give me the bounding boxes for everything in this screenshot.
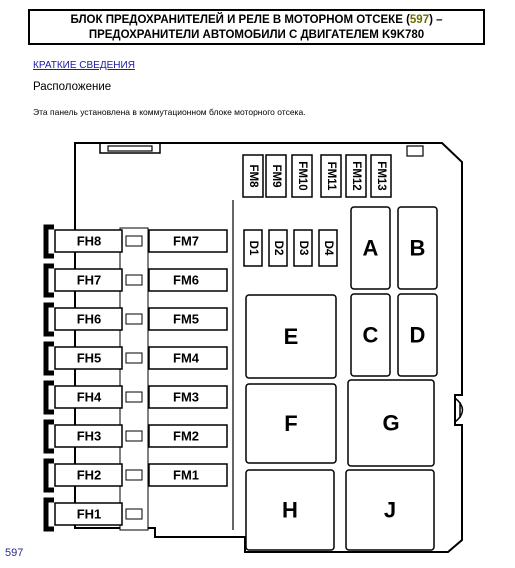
fuse-label: FM6 (173, 272, 199, 288)
housing-right-clip (455, 398, 463, 422)
diode-d3 (294, 230, 312, 266)
strip-tick (126, 236, 142, 246)
fuse-label: FM2 (173, 428, 199, 444)
strip-tick (126, 509, 142, 519)
diode-d1 (244, 230, 262, 266)
strip-tick (126, 431, 142, 441)
fuse-label: FM8 (247, 164, 259, 188)
strip-tick (126, 470, 142, 480)
fuse-fm6 (149, 269, 227, 291)
fuse-bracket (46, 227, 54, 256)
fuse-label: FM11 (325, 161, 337, 191)
left-fuse-column (46, 227, 122, 529)
strip-tick (126, 392, 142, 402)
fuse-label: FM9 (270, 164, 282, 188)
fuse-label: FH8 (76, 233, 102, 249)
housing-clip-top (407, 146, 423, 156)
middle-fuse-column (149, 230, 227, 486)
fuse-label: FH4 (76, 389, 102, 405)
fuse-label: FM5 (173, 311, 199, 327)
relay-h (246, 470, 334, 550)
fuse-label: FM10 (296, 161, 308, 191)
fuse-bracket (46, 305, 54, 334)
relay-label: F (284, 411, 298, 436)
fuse-label: FM3 (173, 389, 199, 405)
relay-a (351, 207, 390, 289)
relay-label: G (382, 410, 400, 436)
fuse-bracket (46, 383, 54, 412)
fuse-fm11 (321, 155, 341, 197)
fuse-bracket (46, 422, 54, 451)
fuse-fm4 (149, 347, 227, 369)
fuse-label: FH5 (76, 350, 102, 366)
diode-d2 (269, 230, 287, 266)
section-heading: Расположение (33, 81, 112, 93)
fuse-label: FM1 (173, 467, 199, 483)
fuse-fh3 (46, 422, 122, 451)
summary-link[interactable]: КРАТКИЕ СВЕДЕНИЯ (33, 60, 135, 71)
relay-label: B (409, 235, 426, 261)
relay-c (351, 294, 390, 376)
fuse-fh7 (46, 266, 122, 295)
fuse-fh4 (46, 383, 122, 412)
fuse-fm2 (149, 425, 227, 447)
fuse-label: FH2 (76, 467, 102, 483)
fuse-fh5 (46, 344, 122, 373)
fuse-label: FM7 (173, 233, 199, 249)
relay-e (246, 295, 336, 378)
strip-tick (126, 353, 142, 363)
title-number: 597 (409, 14, 430, 26)
fuse-fh8 (46, 227, 122, 256)
fuse-fm10 (292, 155, 312, 197)
diode-label: D4 (322, 240, 334, 256)
fuse-fm7 (149, 230, 227, 252)
strip-tick (126, 275, 142, 285)
fuse-bracket (46, 461, 54, 490)
relay-label: J (383, 497, 397, 523)
relay-g (348, 380, 434, 466)
fuse-fm3 (149, 386, 227, 408)
fuse-fm12 (346, 155, 366, 197)
relay-j (346, 470, 434, 550)
relay-label: C (362, 322, 379, 348)
diode-label: D3 (297, 240, 309, 256)
relay-label: D (409, 322, 426, 348)
fuse-fm13 (371, 155, 391, 197)
fuse-label: FH7 (76, 272, 102, 288)
fuse-bracket (46, 266, 54, 295)
title-line-1: БЛОК ПРЕДОХРАНИТЕЛЕЙ И РЕЛЕ В МОТОРНОМ ОТСЕКЕ (597) – (70, 14, 443, 26)
fuse-bracket (46, 500, 54, 529)
fuse-label: FM4 (173, 350, 199, 366)
diode-label: D1 (247, 240, 259, 256)
fuse-fm9 (266, 155, 286, 197)
fuse-fh2 (46, 461, 122, 490)
title-line-2: ПРЕДОХРАНИТЕЛИ АВТОМОБИЛИ С ДВИГАТЕЛЕМ K9K780 (88, 29, 425, 41)
fuse-fh1 (46, 500, 122, 529)
relay-label: E (283, 324, 299, 349)
relay-b (398, 207, 437, 289)
fuse-label: FM13 (375, 161, 387, 191)
fuse-label: FH1 (76, 506, 102, 522)
diode-d4 (319, 230, 337, 266)
relay-label: A (362, 235, 379, 261)
strip-tick (126, 314, 142, 324)
relay-f (246, 384, 336, 463)
diode-row (244, 230, 337, 266)
top-fuse-row (243, 155, 391, 197)
fuse-fm1 (149, 464, 227, 486)
fuse-label: FH3 (76, 428, 102, 444)
relay-label: H (282, 497, 298, 523)
fuse-fm5 (149, 308, 227, 330)
relay-d (398, 294, 437, 376)
fuse-label: FM12 (350, 161, 362, 191)
fuse-fm8 (243, 155, 263, 197)
diode-label: D2 (272, 240, 284, 256)
fuse-fh6 (46, 305, 122, 334)
page-number: 597 (5, 547, 24, 559)
description-text: Эта панель установлена в коммутационном блоке моторного отсека. (33, 107, 306, 117)
housing-top-slot (108, 146, 152, 151)
connector-strip (120, 228, 148, 530)
fuse-bracket (46, 344, 54, 373)
fuse-label: FH6 (76, 311, 102, 327)
